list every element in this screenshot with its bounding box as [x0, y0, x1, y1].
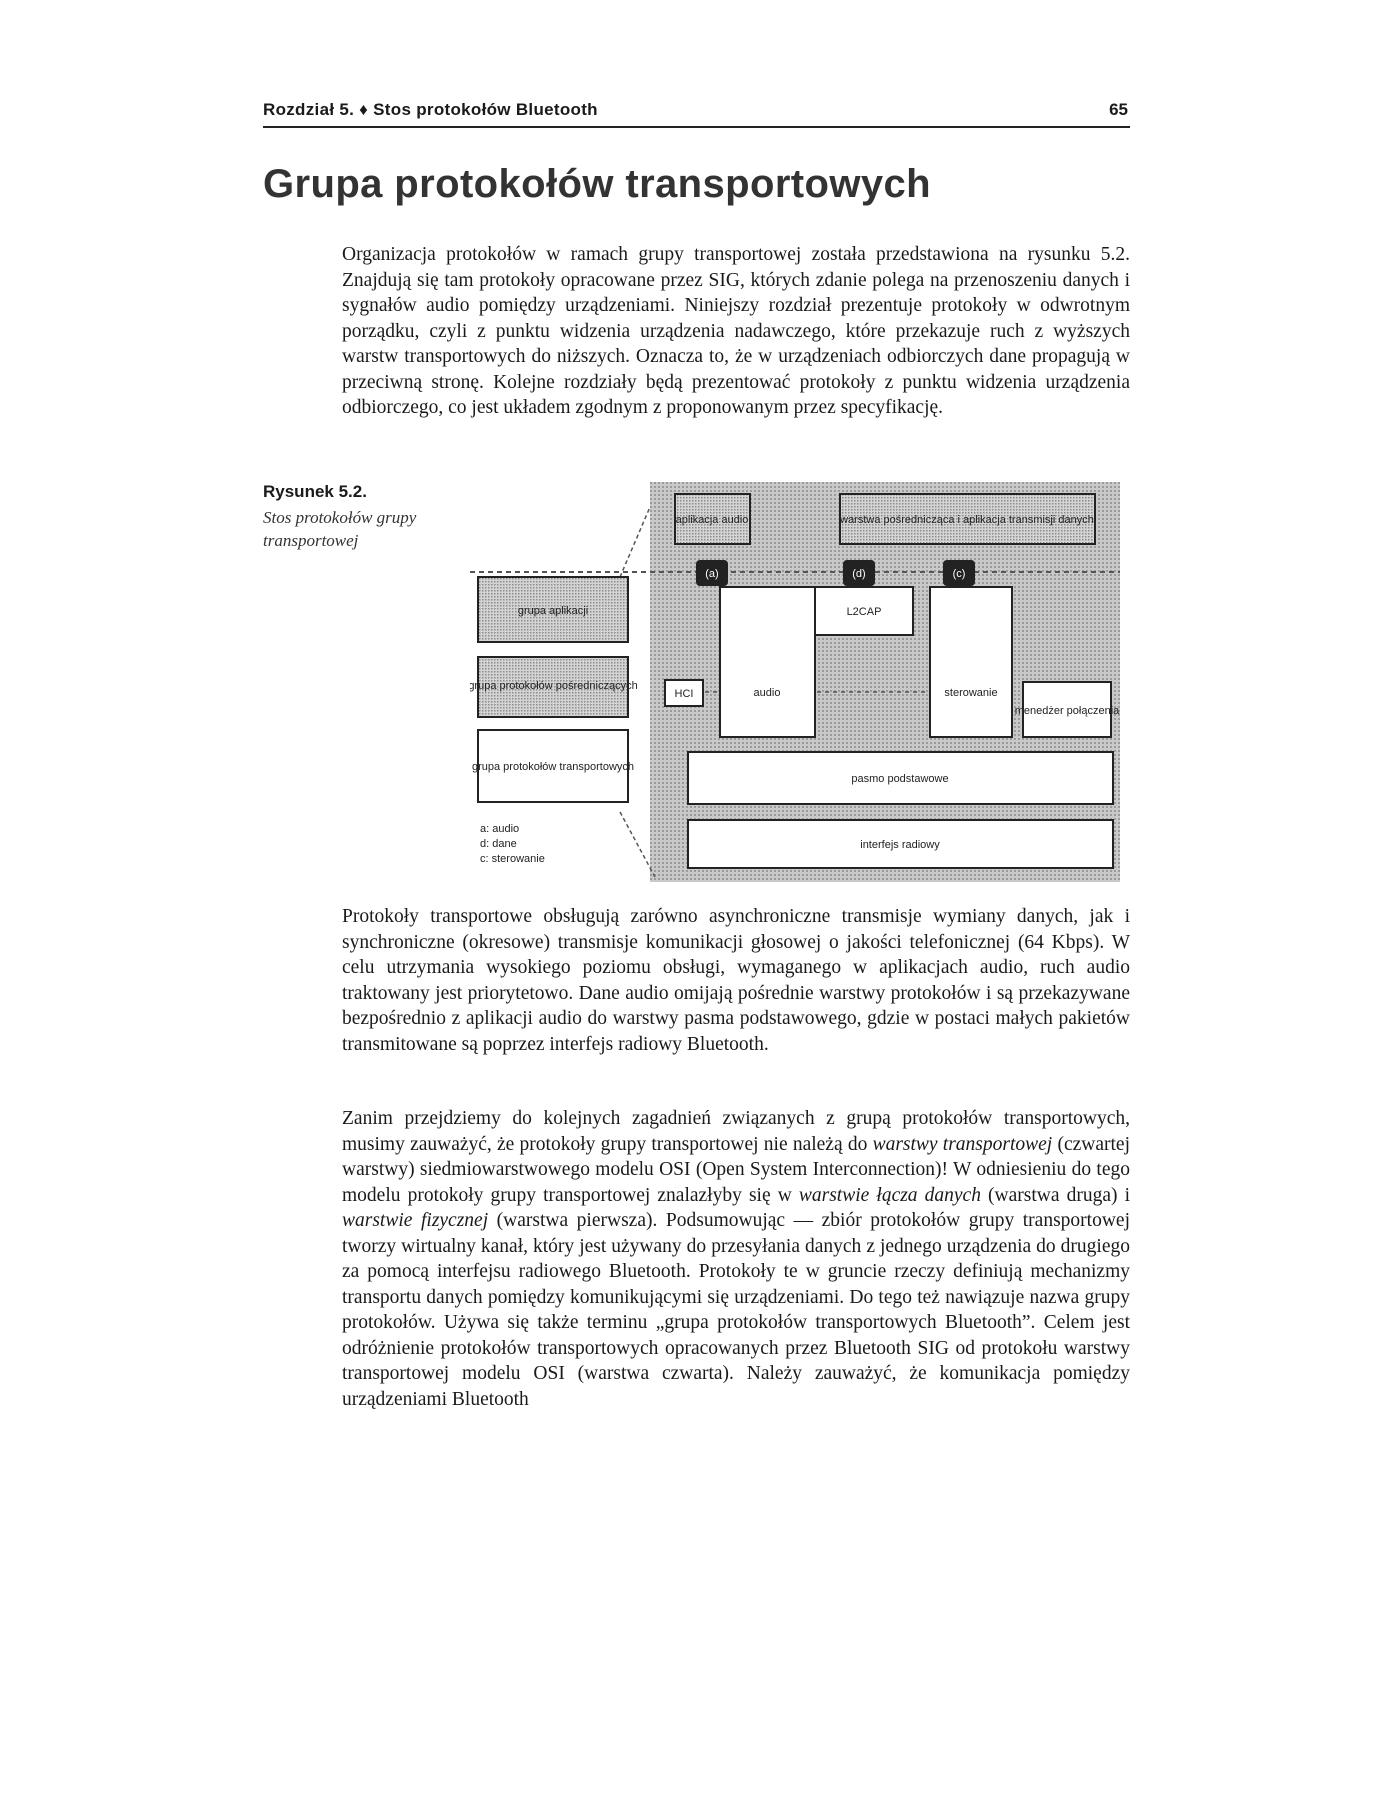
svg-text:warstwa pośrednicząca i aplika: warstwa pośrednicząca i aplikacja transmisji danych	[840, 514, 1094, 526]
legend-item-data: d: dane	[480, 838, 517, 850]
hci-box	[665, 680, 703, 706]
term-transport-layer: warstwy transportowej	[872, 1133, 1053, 1155]
protocol-stack-diagram	[470, 482, 1120, 882]
figure-caption: Stos protokołów grupy transportowej	[263, 508, 417, 550]
group-applications-box	[478, 577, 628, 642]
svg-text:grupa aplikacji: grupa aplikacji	[517, 605, 589, 617]
figure-label: Rysunek 5.2.	[263, 482, 367, 501]
term-data-link-layer: warstwie łącza danych	[798, 1184, 981, 1206]
connector-line-bottom	[620, 812, 655, 877]
paragraph-osi-comparison: Zanim przejdziemy do kolejnych zagadnień związanych z grupą protokołów transportowych, musimy zauważyć, że protokoły grupy transportowej nie należą do warstwy transportowej (czwartej warstwy) siedmiowarstwowego modelu OSI (Open System Interconnection)! W odniesieniu do tego modelu protokoły grupy transportowej znalazłyby się w warstwie łącza danych (warstwa druga) i warstwie fizycznej (warstwa pierwsza). Podsumowując — zbiór protokołów grupy transportowej tworzy wirtualny kanał, który jest używany do przesyłania danych z jednego urządzenia do drugiego za pomocą interfejsu radiowego Bluetooth. Protokoły te w gruncie rzeczy definiują mechanizmy transportu danych pomiędzy komunikującymi się urządzeniami. Do tego też nawiązuje nazwa grupy protokołów. Używa się także terminu „grupa protokołów transportowych Bluetooth”. Celem jest odróżnienie protokołów transportowych opracowanych przez Bluetooth SIG od protokołu warstwy transportowej modelu OSI (warstwa czwarta). Należy zauważyć, że komunikacja pomiędzy urządzeniami Bluetooth	[342, 1108, 1131, 1410]
connector-control-badge	[943, 560, 975, 586]
chapter-title: Rozdział 5. ♦ Stos protokołów Bluetooth	[263, 100, 598, 119]
page-number: 65	[1109, 100, 1128, 119]
control-box	[930, 587, 1012, 737]
term-physical-layer: warstwie fizycznej	[342, 1210, 489, 1231]
svg-text:menedżer połączenia: menedżer połączenia	[1014, 705, 1120, 717]
audio-box	[720, 587, 815, 737]
group-middleware-box	[470, 657, 638, 717]
svg-text:(d): (d)	[852, 568, 866, 580]
legend-item-control: c: sterowanie	[480, 853, 545, 865]
svg-text:(a): (a)	[705, 568, 719, 580]
baseband-box	[688, 752, 1113, 804]
paragraph-intro: Organizacja protokołów w ramach grupy transportowej została przedstawiona na rysunku 5.2. Znajdują się tam protokoły opracowane przez SIG, których zdanie polega na przenoszeniu danych i sygnałów audio pomiędzy urządzeniami. Niniejszy rozdział prezentuje protokoły w odwrotnym porządku, czyli z punktu widzenia urządzenia nadawczego, które przekazuje ruch z wyższych warstw transportowych do niższych. Oznacza to, że w urządzeniach odbiorczych dane propagują w przeciwną stronę. Kolejne rozdziały będą prezentować protokoły z punktu widzenia urządzenia odbiorczego, co jest układem zgodnym z proponowanym przez specyfikację.	[342, 244, 1130, 418]
radio-interface-box	[688, 820, 1113, 868]
svg-text:interfejs radiowy: interfejs radiowy	[860, 839, 940, 851]
svg-text:L2CAP: L2CAP	[846, 606, 882, 618]
protocol-stack-figure	[470, 482, 1120, 882]
svg-text:aplikacja audio: aplikacja audio	[675, 514, 749, 526]
connector-audio-badge	[696, 560, 728, 586]
svg-text:audio: audio	[753, 687, 781, 699]
legend-item-audio: a: audio	[480, 823, 520, 835]
svg-text:grupa protokołów pośredniczący: grupa protokołów pośredniczących	[470, 680, 638, 692]
figure-legend	[480, 823, 545, 865]
svg-text:HCI: HCI	[674, 688, 694, 700]
paragraph-transport-protocols: Protokoły transportowe obsługują zarówno asynchroniczne transmisje wymiany danych, jak i synchroniczne (okresowe) transmisje komunikacji głosowej o jakości telefonicznej (64 Kbps). W celu utrzymania wysokiego poziomu obsługi, wymaganego w aplikacjach audio, ruch audio traktowany jest priorytetowo. Dane audio omijają pośrednie warstwy protokołów i są przekazywane bezpośrednio z aplikacji audio do warstwy pasma podstawowego, gdzie w postaci małych pakietów transmitowane są poprzez interfejs radiowy Bluetooth.	[342, 906, 1130, 1055]
svg-text:grupa protokołów transportowyc: grupa protokołów transportowych	[471, 761, 635, 773]
svg-text:pasmo podstawowe: pasmo podstawowe	[851, 773, 949, 785]
svg-text:(c): (c)	[952, 568, 966, 580]
running-header	[263, 100, 1130, 128]
group-transport-box	[472, 730, 634, 802]
audio-application-box	[675, 494, 750, 544]
l2cap-box	[815, 587, 913, 635]
link-manager-box	[1015, 682, 1120, 737]
connector-data-badge	[843, 560, 875, 586]
section-title: Grupa protokołów transportowych	[263, 162, 931, 206]
svg-text:sterowanie: sterowanie	[944, 687, 998, 699]
middleware-application-box	[839, 494, 1095, 544]
connector-line-top	[620, 507, 650, 577]
